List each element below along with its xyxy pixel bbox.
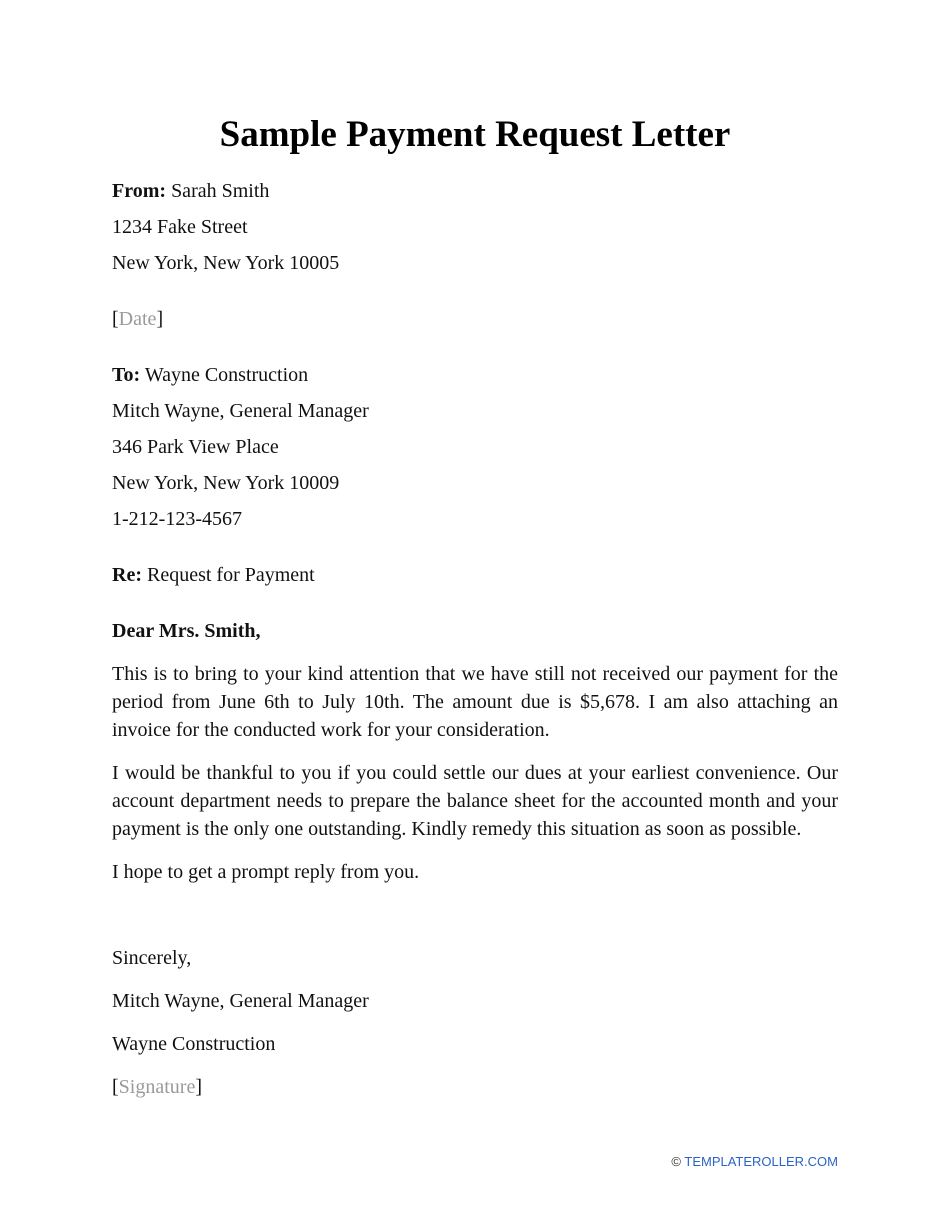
re-subject: Request for Payment	[146, 564, 315, 586]
date-bracket-open: [	[112, 308, 119, 330]
signature-bracket-close: ]	[195, 1076, 202, 1098]
salutation: Dear Mrs. Smith,	[112, 620, 261, 642]
from-street: 1234 Fake Street	[112, 216, 248, 238]
signature-placeholder	[112, 1075, 202, 1099]
valediction: Sincerely,	[112, 947, 192, 969]
from-line	[112, 179, 269, 203]
date-placeholder	[112, 307, 163, 331]
to-label: To:	[112, 364, 141, 386]
date-field: Date	[118, 308, 157, 330]
signer-name: Mitch Wayne, General Manager	[112, 990, 369, 1012]
re-label: Re:	[112, 564, 142, 586]
from-city: New York, New York 10005	[112, 252, 340, 274]
signer-company: Wayne Construction	[112, 1033, 276, 1055]
footer-credit	[671, 1154, 838, 1170]
to-line	[112, 363, 308, 387]
to-phone: 1-212-123-4567	[112, 508, 242, 530]
re-line	[112, 563, 315, 587]
from-name: Sarah Smith	[171, 180, 270, 202]
signature-bracket-open: [	[112, 1076, 119, 1098]
to-company: Wayne Construction	[144, 364, 309, 386]
body-paragraph-1: This is to bring to your kind attention that we have still not received our payment for the period from June 6th to July 10th. The amount due is $5,678. I am also attaching an invoice for the conducted work for your consideration.	[112, 663, 838, 741]
date-bracket-close: ]	[156, 308, 164, 330]
to-contact: Mitch Wayne, General Manager	[112, 400, 369, 422]
templateroller-link[interactable]: TEMPLATEROLLER.COM	[684, 1154, 838, 1169]
to-street: 346 Park View Place	[112, 436, 279, 458]
signature-field: Signature	[118, 1076, 196, 1098]
copyright-icon: ©	[671, 1154, 681, 1169]
body-paragraph-2: I would be thankful to you if you could settle our dues at your earliest convenience. Our account department needs to prepare the balance sheet for the accounted month and your payment is the only one outstanding. Kindly remedy this situation as soon as possible.	[112, 762, 838, 840]
body-paragraph-3: I hope to get a prompt reply from you.	[112, 861, 420, 883]
to-city: New York, New York 10009	[112, 472, 340, 494]
page-title: Sample Payment Request Letter	[219, 114, 731, 155]
from-label: From:	[112, 180, 167, 202]
